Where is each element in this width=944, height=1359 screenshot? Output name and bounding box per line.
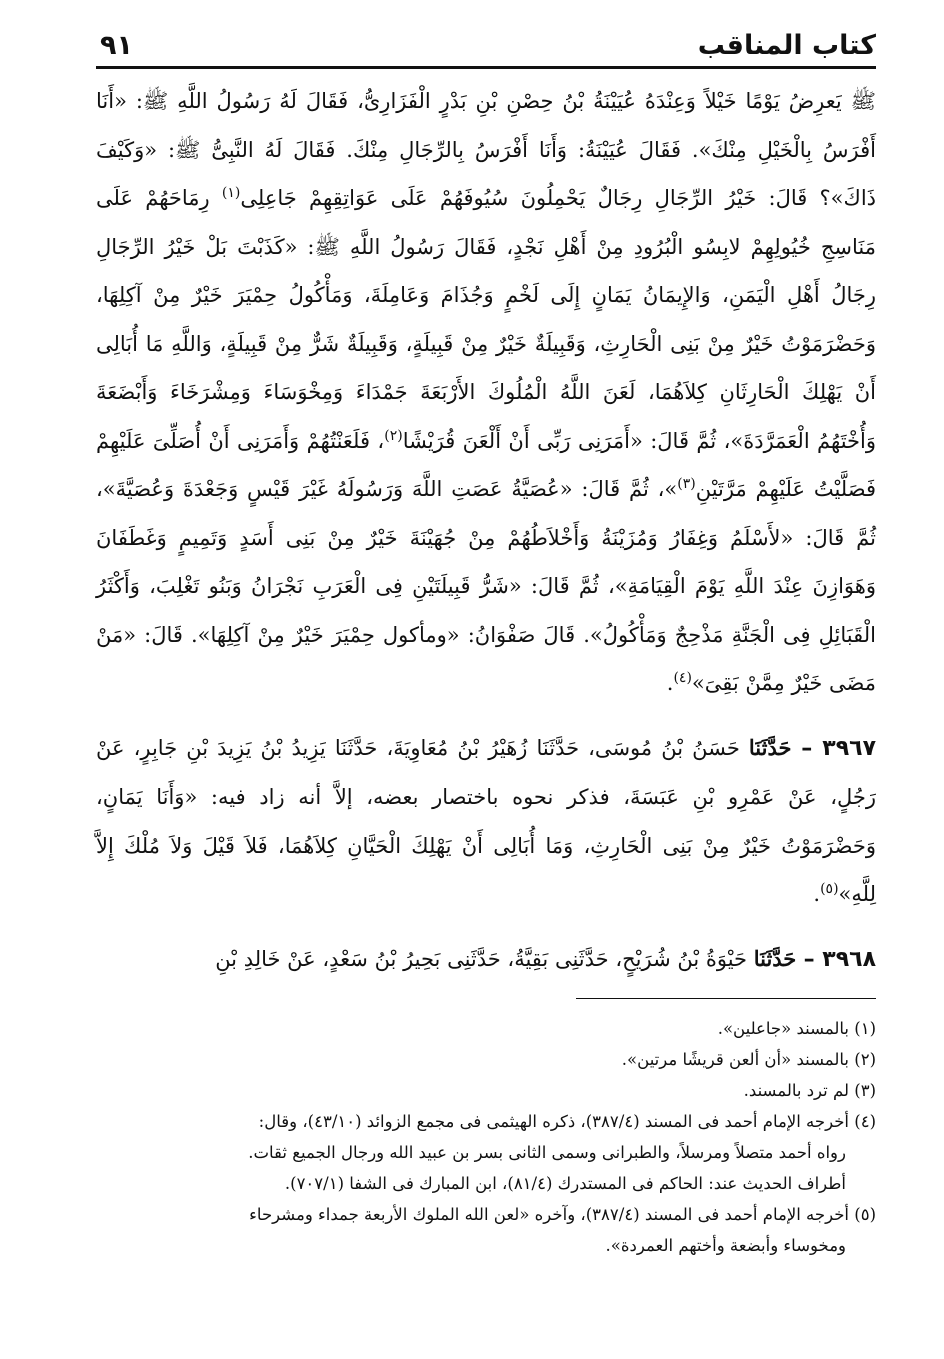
hadith-number: ٣٩٦٧ – [801,735,876,761]
hadith-number: ٣٩٦٨ – [803,946,876,972]
hadith-text: حَسَنُ بْنُ مُوسَى، حَدَّثَنَا زُهَيْرُ بْنُ مُعَاوِيَةَ، حَدَّثَنَا يَزِيدُ بْنُ يَزِيدَ بْنِ جَابِرٍ، عَنْ رَجُلٍ، عَنْ عَمْرِو بْنِ عَبَسَةَ، فذكر نحوه باختصار بعضه، إلاَّ أنه زاد فيه: «وَأَنَا يَمَانٍ، وَحَضْرَمَوْتُ خَيْرٌ مِنْ بَنِى الْحَارِثِ، وَمَا أُبَالِى أَنْ يَهْلِكَ الْحَيَّانِ كِلاَهُمَا، فَلاَ قَيْلَ وَلاَ مُلْكَ إِلاَّ لِلَّهِ» [96,735,876,906]
footnote-ref-5[interactable]: (٥) [820,881,839,897]
footnote-ref-4[interactable]: (٤) [673,670,692,686]
page-number: ٩١ [100,30,133,61]
footnote-ref-2[interactable]: (٢) [384,427,403,444]
main-text [96,77,876,984]
chapter-title: كتاب المناقب [697,30,876,61]
hadith-lead: حَدَّثَنَا [753,945,804,971]
footnotes [96,1013,876,1261]
hadith-continuation: ﷺ يَعرِضُ يَوْمًا خَيْلاً وَعِنْدَهُ عُيَيْنَةُ بْنُ حِصْنِ بْنِ بَدْرٍ الْفَزَارِىُّ، فَقَالَ لَهُ رَسُولُ اللَّهِ ﷺ: «أَنَا أَفْرَسُ بِالْخَيْلِ مِنْكَ». فَقَالَ عُيَيْنَةُ: وَأَنَا أَفْرَسُ بِالرِّجَالِ مِنْكَ. فَقَالَ لَهُ النَّبِىُّ ﷺ: «وَكَيْفَ ذَاكَ»؟ قَالَ: خَيْرُ الرِّجَالِ رِجَالٌ يَحْمِلُونَ سُيُوفَهُمْ عَلَى عَوَاتِقِهِمْ جَاعِلِى$^{(١)}$ رِمَاحَهُمْ عَلَى مَنَاسِجِ خُيُولِهِمْ لابِسُو الْبُرُودِ مِنْ أَهْلِ نَجْدٍ، فَقَالَ رَسُولُ اللَّهِ ﷺ: «كَذَبْتَ بَلْ خَيْرُ الرِّجَالِ رِجَالُ أَهْلِ الْيَمَنِ، وَالإِيمَانُ يَمَانٍ إِلَى لَخْمٍ وَجُذَامَ وَعَامِلَةَ، وَمَأْكُولُ حِمْيَرَ خَيْرٌ مِنْ آكِلِهَا، وَحَضْرَمَوْتُ خَيْرٌ مِنْ بَنِى الْحَارِثِ، وَقَبِيلَةٌ خَيْرٌ مِنْ قَبِيلَةٍ، وَقَبِيلَةٌ شَرٌّ مِنْ قَبِيلَةٍ، وَاللَّهِ مَا أُبَالِى أَنْ يَهْلِكَ الْحَارِثَانِ كِلاَهُمَا، لَعَنَ اللَّهُ الْمُلُوكَ الأَرْبَعَةَ جَمْدَاءَ وَمِخْوَسَاءَ وَمِشْرَخَاءَ وَأَبْضَعَةَ وَأُخْتَهُمُ الْعَمَرَّدَةَ»، ثُمَّ قَالَ: «أَمَرَنِى رَبِّى أَنْ أَلْعَنَ قُرَيْشًا$^{(٢)}$، فَلَعَنْتُهُمْ وَأَمَرَنِى أَنْ أُصَلِّىَ عَلَيْهِمْ فَصَلَّيْتُ عَلَيْهِمْ مَرَّتَيْنِ$^{(٣)}$»، ثُمَّ قَالَ: «عُصَيَّةُ عَصَتِ اللَّهَ وَرَسُولَهُ غَيْرَ قَيْسٍ وَجَعْدَةَ وَعُصَيَّةَ»، ثُمَّ قَالَ: «لأَسْلَمُ وَغِفَارُ وَمُزَيْنَةُ وَأَخْلاَطُهُمْ مِنْ جُهَيْنَةَ خَيْرٌ مِنْ بَنِى أَسَدٍ وَتَمِيمٍ وَغَطَفَانَ وَهَوَازِنَ عِنْدَ اللَّهِ يَوْمَ الْقِيَامَةِ»، ثُمَّ قَالَ: «شَرُّ قَبِيلَتَيْنِ فِى الْعَرَبِ نَجْرَانُ وَبَنُو تَغْلِبَ، وَأَكْثَرُ الْقَبَائِلِ فِى الْجَنَّةِ مَذْحِجٌ وَمَأْكُولُ». قَالَ صَفْوَانُ: «ومأكول حِمْيَرَ خَيْرٌ مِنْ آكِلِهَا». قَالَ: «مَنْ مَضَى خَيْرٌ مِمَّنْ بَقِىَ»$^{(٤)}$. [96,89,877,695]
footnote-5-continuation: ومخوساء وأبضعة وأختهم العمردة». [605,1236,846,1255]
hadith-3968 [96,935,876,985]
footnote-2: (٢) بالمسند «أن ألعن قريشًا مرتين». [621,1050,876,1069]
footnote-ref-1[interactable]: (١) [221,185,241,201]
hadith-lead: حَدَّثَنَا [748,734,802,760]
hadith-3967: ٣٩٦٧ – حَدَّثَنَا حَسَنُ بْنُ مُوسَى، حَدَّثَنَا زُهَيْرُ بْنُ مُعَاوِيَةَ، حَدَّثَنَا يَزِيدُ بْنُ يَزِيدَ بْنِ جَابِرٍ، عَنْ رَجُلٍ، عَنْ عَمْرِو بْنِ عَبَسَةَ، فذكر نحوه باختصار بعضه، إلاَّ أنه زاد فيه: «وَأَنَا يَمَانٍ، وَحَضْرَمَوْتُ خَيْرٌ مِنْ بَنِى الْحَارِثِ، وَمَا أُبَالِى أَنْ يَهْلِكَ الْحَيَّانِ كِلاَهُمَا، فَلاَ قَيْلَ وَلاَ مُلْكَ إِلاَّ لِلَّهِ»$^{(٥)}$. [96,734,876,906]
hadith-text: حَيْوَةُ بْنُ شُرَيْحٍ، حَدَّثَنِى بَقِيَّةُ، حَدَّثَنِى بَحِيرُ بْنُ سَعْدٍ، عَنْ خَالِدِ بْنِ [215,946,754,971]
footnote-1: (١) بالمسند «جاعلين». [717,1019,876,1038]
footnote-3: (٣) لم ترد بالمسند. [743,1081,876,1100]
footnote-divider [576,998,876,999]
page-header [96,28,876,69]
footnote-4: (٤) أخرجه الإمام أحمد فى المسند (٣٨٧/٤)، ذكره الهيثمى فى مجمع الزوائد (٤٣/١٠)، وقال: [258,1112,876,1131]
footnote-4-continuation: رواه أحمد متصلاً ومرسلاً، والطبرانى وسمى الثانى بسر بن عبيد الله ورجال الجميع ثقات. [248,1143,846,1162]
footnote-4-continuation: أطراف الحديث عند: الحاكم فى المستدرك (٨١/٤)، ابن المبارك فى الشفا (٧٠٧/١). [284,1174,846,1193]
footnote-ref-3[interactable]: (٣) [677,476,696,492]
footnote-5: (٥) أخرجه الإمام أحمد فى المسند (٣٨٧/٤)، وآخره «لعن الله الملوك الأربعة جمداء ومشرحاء [249,1205,876,1224]
book-page [96,28,876,1328]
